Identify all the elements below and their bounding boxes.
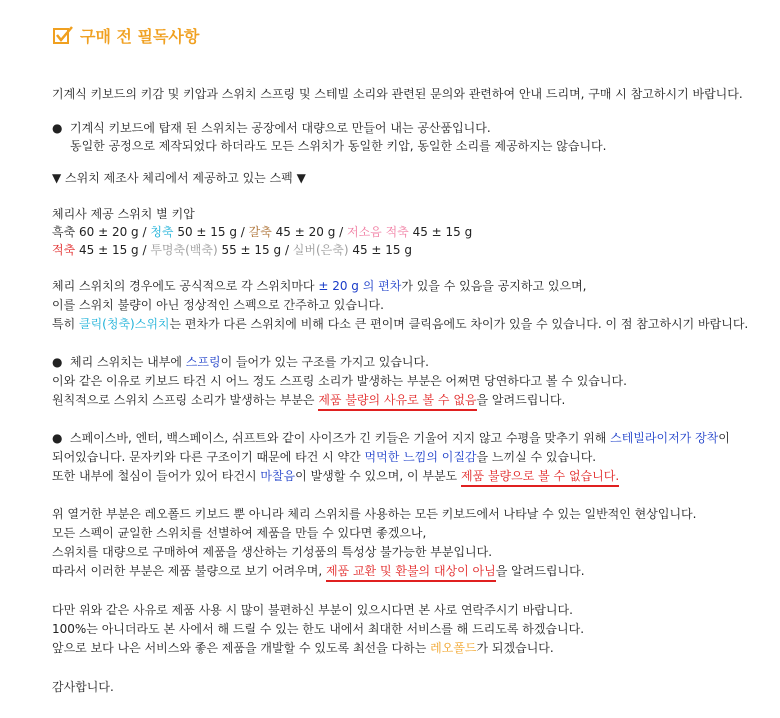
bullet1-line2: 동일한 공정으로 제작되었다 하더라도 모든 스위치가 동일한 키압, 동일한 소리를 제공하지는 않습니다. (70, 139, 607, 153)
bullet1-mark: ● (52, 121, 63, 135)
bullet2-line2: 이와 같은 이유로 키보드 타건 시 어느 정도 스프링 소리가 발생하는 부분은 어쩌면 당연하다고 볼 수 있습니다. (52, 374, 627, 388)
no-exchange-highlight: 제품 교환 및 환불의 대상이 아님 (326, 564, 496, 582)
para4-line1: 다만 위와 같은 사유로 제품 사용 시 많이 불편하신 부분이 있으시다면 본 사로 연락주시기 바랍니다. (52, 603, 573, 617)
spring-highlight: 스프링 (185, 355, 221, 369)
para2-line2: 이를 스위치 불량이 아닌 정상적인 스펙으로 간주하고 있습니다. (52, 298, 384, 312)
bullet1-line1: 기계식 키보드에 탑재 된 스위치는 공장에서 대량으로 만들어 내는 공산품입니다. (70, 121, 491, 135)
para3-line1: 위 열거한 부분은 레오폴드 키보드 뿐 아니라 체리 스위치를 사용하는 모든 키보드에서 나타날 수 있는 일반적인 현상입니다. (52, 507, 697, 521)
spec-row-2: 적축 45 ± 15 g / 투명축(백축) 55 ± 15 g / 실버(은축) 45 ± 15 g (52, 243, 412, 257)
spec-heading: ▼ 스위치 제조사 체리에서 제공하고 있는 스펙 ▼ (52, 171, 306, 185)
title-text: 구매 전 필독사항 (80, 27, 200, 46)
spec-subtitle: 체리사 제공 스위치 별 키압 (52, 207, 195, 221)
bullet2-mark: ● (52, 355, 63, 369)
not-defect-highlight-2: 제품 불량으로 볼 수 없습니다. (461, 469, 619, 487)
red-switch: 적축 (52, 243, 76, 257)
black-switch: 흑축 (52, 225, 76, 239)
page-title (52, 24, 199, 47)
muffled-feel-highlight: 먹먹한 느낌의 이질감 (364, 450, 477, 464)
leopold-highlight: 레오폴드 (430, 641, 477, 655)
para2-line1: 체리 스위치의 경우에도 공식적으로 각 스위치마다 ± 20 g 의 편차가 있을 수 있음을 공지하고 있으며, (52, 279, 587, 293)
deviation-highlight: ± 20 g 의 편차 (318, 279, 402, 293)
click-switch-highlight: 클릭(청축)스위치 (79, 317, 170, 331)
friction-highlight: 마찰음 (260, 469, 296, 483)
checkbox-check-icon (52, 25, 74, 47)
bullet3-line1: 스페이스바, 엔터, 백스페이스, 쉬프트와 같이 사이즈가 긴 키들은 기울어 지지 않고 수평을 맞추기 위해 스테빌라이저가 장착이 (70, 431, 730, 445)
bullet3-line2: 되어있습니다. 문자키와 다른 구조이기 때문에 타건 시 약간 먹먹한 느낌의 이질감을 느끼실 수 있습니다. (52, 450, 597, 464)
spec-row-1: 흑축 60 ± 20 g / 청축 50 ± 15 g / 갈축 45 ± 20 g / 저소음 적축 45 ± 15 g (52, 225, 473, 239)
bullet3-mark: ● (52, 431, 63, 445)
bullet2-line3: 원칙적으로 스위치 스프링 소리가 발생하는 부분은 제품 불량의 사유로 볼 수 없음을 알려드립니다. (52, 392, 565, 408)
silent-red-switch: 저소음 적축 (346, 225, 409, 239)
clear-switch: 투명축(백축) (150, 243, 218, 257)
para3-line4: 따라서 이러한 부분은 제품 불량으로 보기 어려우며, 제품 교환 및 환불의 대상이 아님을 알려드립니다. (52, 563, 585, 579)
bullet3-line3: 또한 내부에 철심이 들어가 있어 타건시 마찰음이 발생할 수 있으며, 이 부분도 제품 불량으로 볼 수 없습니다. (52, 468, 619, 484)
intro-text: 기계식 키보드의 키감 및 키압과 스위치 스프링 및 스테빌 소리와 관련된 문의와 관련하여 안내 드리며, 구매 시 참고하시기 바랍니다. (52, 87, 743, 101)
brown-switch: 갈축 (248, 225, 272, 239)
bullet2-line1: 체리 스위치는 내부에 스프링이 들어가 있는 구조를 가지고 있습니다. (70, 355, 429, 369)
stabilizer-highlight: 스테빌라이저가 장착 (610, 431, 719, 445)
not-defect-highlight: 제품 불량의 사유로 볼 수 없음 (318, 393, 476, 411)
para2-line3: 특히 클릭(청축)스위치는 편차가 다른 스위치에 비해 다소 큰 편이며 클릭음에도 차이가 있을 수 있습니다. 이 점 참고하시기 바랍니다. (52, 317, 749, 331)
para3-line3: 스위치를 대량으로 구매하여 제품을 생산하는 기성품의 특성상 불가능한 부분입니다. (52, 545, 493, 559)
para4-line3: 앞으로 보다 나은 서비스와 좋은 제품을 개발할 수 있도록 최선을 다하는 레오폴드가 되겠습니다. (52, 641, 554, 655)
para4-line2: 100%는 아니더라도 본 사에서 해 드릴 수 있는 한도 내에서 최대한 서비스를 해 드리도록 하겠습니다. (52, 622, 585, 636)
blue-switch: 청축 (150, 225, 174, 239)
silver-switch: 실버(은축) (292, 243, 349, 257)
closing-text: 감사합니다. (52, 680, 114, 694)
para3-line2: 모든 스펙이 균일한 스위치를 선별하여 제품을 만들 수 있다면 좋겠으나, (52, 526, 427, 540)
